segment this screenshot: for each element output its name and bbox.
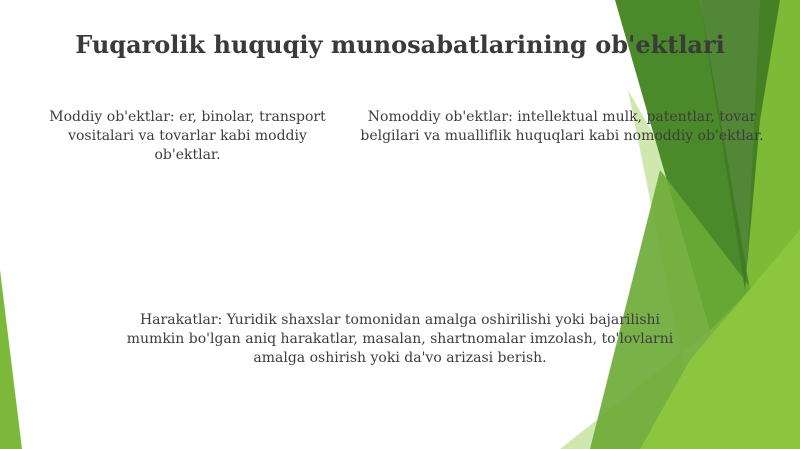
immaterial-objects-text <box>352 108 772 146</box>
slide-title: Fuqarolik huquqiy munosabatlarining ob'ektlari <box>75 30 725 59</box>
material-objects-text: Moddiy ob'ektlar: er, binolar, transport vositalari va tovarlar kabi moddiy ob'ektlar. <box>49 109 326 163</box>
actions-text: Harakatlar: Yuridik shaxslar tomonidan amalga oshirilishi yoki bajarilishi mumkin bo'lgan aniq harakatlar, masalan, shartnomalar imzolash, to'lovlarni amalga oshirish yoki da'vo arizasi berish. <box>126 312 674 366</box>
left-sliver-shape <box>0 270 22 449</box>
immaterial-objects-line: Nomoddiy ob'ektlar: intellektual mulk, patentlar, tovar belgilari va mualliflik huquqlari kabi nomoddiy ob'ektlar. <box>360 109 764 144</box>
